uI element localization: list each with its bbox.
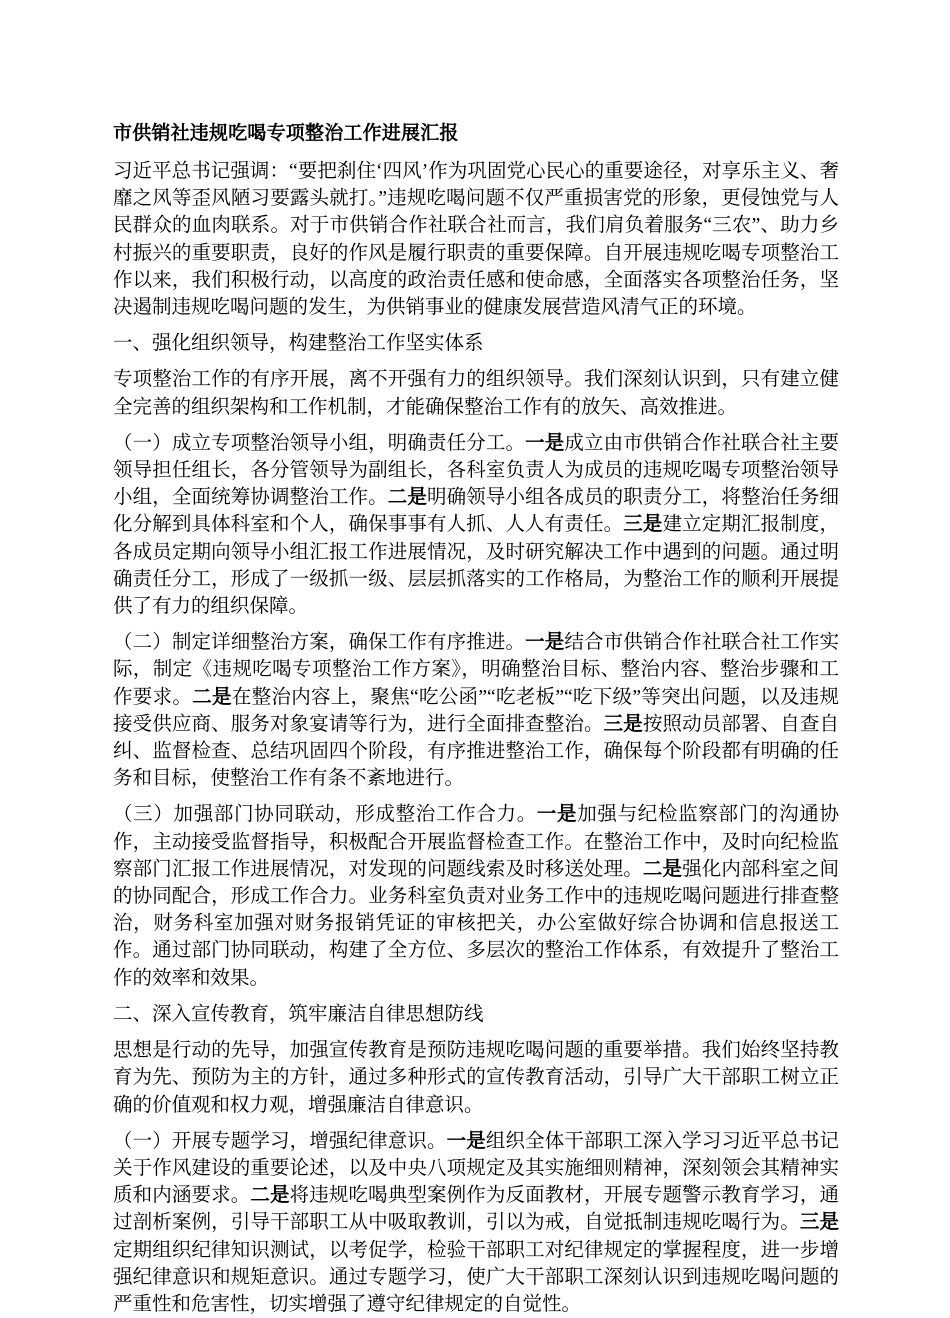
text-run: 强化内部科室之间的协同配合，形成工作合力。业务科室负责对业务工作中的违规吃喝问题进行排查整治，财务科室加强对财务报销凭证的审核把关，办公室做好综合协调和信息报送工作。通过部门协同联动，构建了全方位、多层次的整治工作体系，有效提升了整治工作的效率和效果。 bbox=[113, 858, 839, 989]
paragraph-list bbox=[113, 158, 839, 1318]
text-run: 二、深入宣传教育，筑牢廉洁自律思想防线 bbox=[113, 1003, 484, 1025]
text-run: 建立定期汇报制度，各成员定期向领导小组汇报工作进展情况，及时研究解决工作中遇到的问题。通过明确责任分工，形成了一级抓一级、层层抓落实的工作格局，为整治工作的顺利开展提供了有力的组织保障。 bbox=[113, 514, 839, 618]
emphasis-run: 二是 bbox=[250, 1185, 290, 1207]
text-run: 在整治内容上，聚焦“吃公函”“吃老板”“吃下级”等突出问题，以及违规接受供应商、服务对象宴请等行为，进行全面排查整治。 bbox=[113, 686, 839, 735]
section-heading bbox=[113, 1001, 839, 1028]
text-run: （三）加强部门协同联动，形成整治工作合力。 bbox=[113, 804, 537, 826]
text-run: 思想是行动的先导，加强宣传教育是预防违规吃喝问题的重要举措。我们始终坚持教育为先、预防为主的方针，通过多种形式的宣传教育活动，引导广大干部职工树立正确的价值观和权力观，增强廉洁自律意识。 bbox=[113, 1040, 839, 1116]
emphasis-run: 一是 bbox=[536, 804, 578, 826]
emphasis-run: 二是 bbox=[642, 858, 683, 880]
text-run: 加强与纪检监察部门的沟通协作，主动接受监督指导，积极配合开展监督检查工作。在整治工作中，及时向纪检监察部门汇报工作进展情况，对发现的问题线索及时移送处理。 bbox=[113, 804, 839, 880]
text-run: （一）成立专项整治领导小组，明确责任分工。 bbox=[113, 432, 526, 454]
body-paragraph bbox=[113, 629, 839, 792]
body-paragraph bbox=[113, 430, 839, 620]
emphasis-run: 三是 bbox=[623, 514, 663, 536]
text-run: 习近平总书记强调：“要把刹住‘四风’作为巩固党心民心的重要途径，对享乐主义、奢靡之风等歪风陋习要露头就打。”违规吃喝问题不仅严重损害党的形象，更侵蚀党与人民群众的血肉联系。对于市供销合作社联合社而言，我们肩负着服务“三农”、助力乡村振兴的重要职责，良好的作风是履行职责的重要保障。自开展违规吃喝专项整治工作以来，我们积极行动，以高度的政治责任感和使命感，全面落实各项整治任务，坚决遏制违规吃喝问题的发生，为供销事业的健康发展营造风清气正的环境。 bbox=[113, 161, 839, 319]
text-run: 将违规吃喝典型案例作为反面教材，开展专题警示教育学习，通过剖析案例，引导干部职工从中吸取教训，引以为戒，自觉抵制违规吃喝行为。 bbox=[113, 1185, 839, 1234]
text-run: 成立由市供销合作社联合社主要领导担任组长，各分管领导为副组长，各科室负责人为成员的违规吃喝专项整治领导小组，全面统筹协调整治工作。 bbox=[113, 432, 839, 509]
text-run: 结合市供销合作社联合社工作实际，制定《违规吃喝专项整治工作方案》，明确整治目标、整治内容、整治步骤和工作要求。 bbox=[113, 632, 839, 708]
body-paragraph bbox=[113, 1037, 839, 1119]
section-heading bbox=[113, 330, 839, 357]
text-run: 专项整治工作的有序开展，离不开强有力的组织领导。我们深刻认识到，只有建立健全完善的组织架构和工作机制，才能确保整治工作有的放矢、高效推进。 bbox=[113, 369, 839, 418]
text-run: 明确领导小组各成员的职责分工，将整治任务细化分解到具体科室和个人，确保事事有人抓、人人有责任。 bbox=[113, 487, 839, 536]
text-run: 按照动员部署、自查自纠、监督检查、总结巩固四个阶段，有序推进整治工作，确保每个阶段都有明确的任务和目标，使整治工作有条不紊地进行。 bbox=[113, 713, 839, 790]
text-run: 一、强化组织领导，构建整治工作坚实体系 bbox=[113, 333, 484, 355]
text-run: 定期组织纪律知识测试，以考促学，检验干部职工对纪律规定的掌握程度，进一步增强纪律意识和规矩意识。通过专题学习，使广大干部职工深刻认识到违规吃喝问题的严重性和危害性，切实增强了遵守纪律规定的自觉性。 bbox=[113, 1239, 839, 1315]
body-paragraph bbox=[113, 366, 839, 420]
emphasis-run: 三是 bbox=[603, 713, 643, 735]
body-paragraph bbox=[113, 158, 839, 321]
body-paragraph bbox=[113, 1128, 839, 1318]
text-run: 组织全体干部职工深入学习习近平总书记关于作风建设的重要论述，以及中央八项规定及其实施细则精神，深刻领会其精神实质和内涵要求。 bbox=[113, 1130, 839, 1207]
text-run: （二）制定详细整治方案，确保工作有序推进。 bbox=[113, 632, 526, 654]
page-title: 市供销社违规吃喝专项整治工作进展汇报 bbox=[113, 123, 459, 144]
emphasis-run: 一是 bbox=[525, 432, 565, 454]
emphasis-run: 三是 bbox=[799, 1212, 839, 1234]
emphasis-run: 一是 bbox=[525, 632, 565, 654]
emphasis-run: 二是 bbox=[192, 686, 232, 708]
emphasis-run: 二是 bbox=[387, 487, 427, 509]
emphasis-run: 一是 bbox=[446, 1130, 486, 1152]
text-run: （一）开展专题学习，增强纪律意识。 bbox=[113, 1130, 447, 1152]
document-body bbox=[113, 120, 839, 1318]
body-paragraph bbox=[113, 801, 839, 991]
